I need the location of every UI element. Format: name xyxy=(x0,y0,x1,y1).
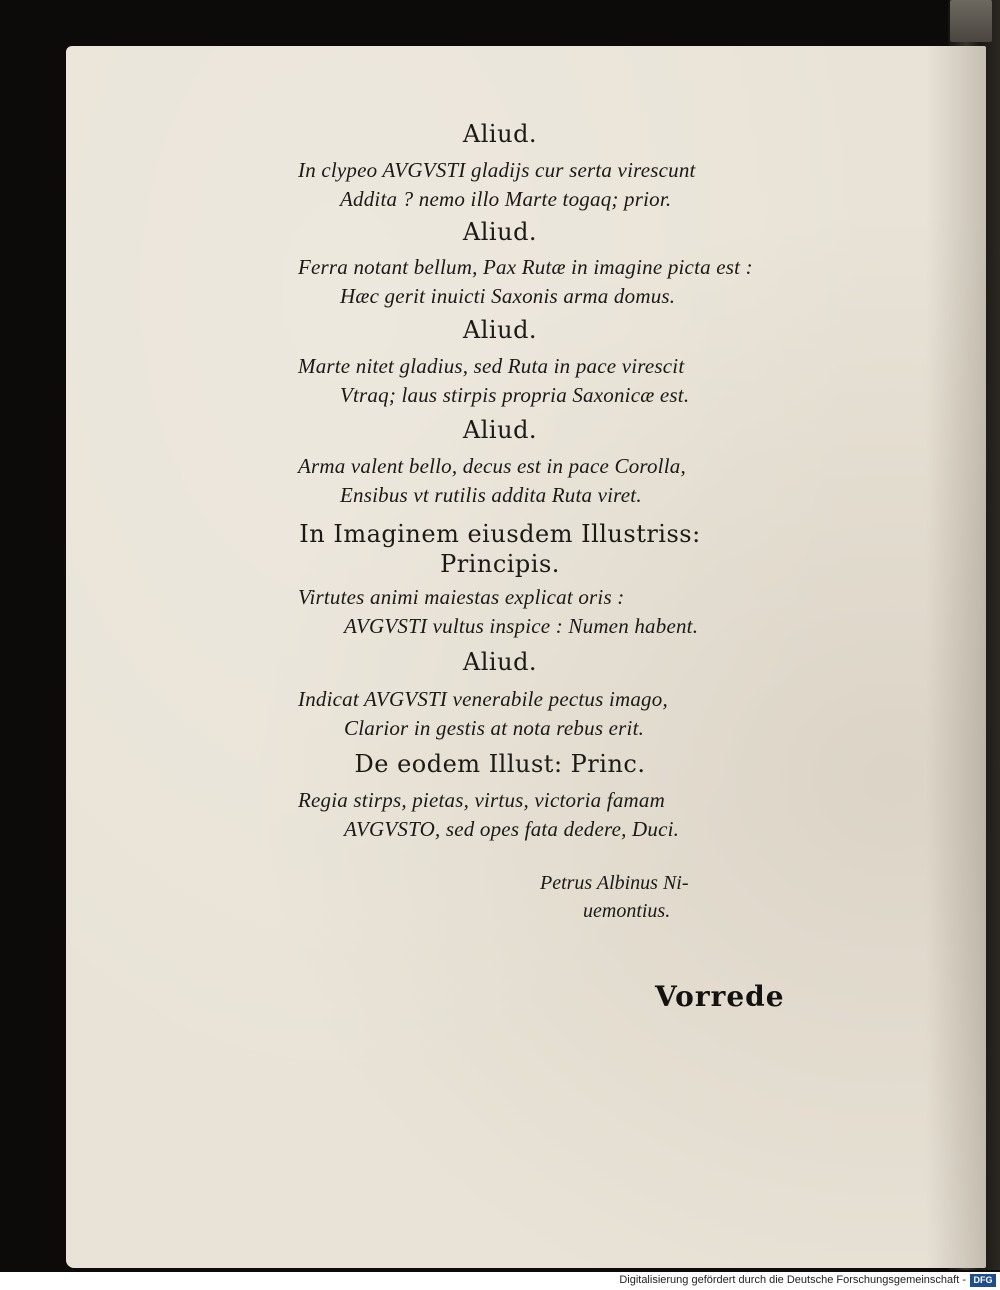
footer-credit: Digitalisierung gefördert durch die Deutsche Forschungsgemeinschaft - xyxy=(619,1274,966,1286)
heading-principis: Principis. xyxy=(440,550,560,578)
catchword: Vorrede xyxy=(655,980,785,1013)
verse-line: Indicat AVGVSTI venerabile pectus imago, xyxy=(298,687,668,711)
heading-aliud-1: Aliud. xyxy=(462,120,538,148)
verse-line: Ensibus vt rutilis addita Ruta viret. xyxy=(340,483,642,507)
heading-aliud-4: Aliud. xyxy=(462,416,538,444)
verse-line: Addita ? nemo illo Marte togaq; prior. xyxy=(340,187,672,211)
heading-aliud-3: Aliud. xyxy=(462,316,538,344)
verse-line: In clypeo AVGVSTI gladijs cur serta virescunt xyxy=(298,158,696,182)
verse-line: Regia stirps, pietas, virtus, victoria famam xyxy=(298,788,665,812)
verse-line: AVGVSTI vultus inspice : Numen habent. xyxy=(344,614,699,638)
verse-line: Hæc gerit inuicti Saxonis arma domus. xyxy=(340,284,676,308)
signature-line-1: Petrus Albinus Ni- xyxy=(540,872,689,894)
verse-line: Arma valent bello, decus est in pace Corolla, xyxy=(298,454,686,478)
verse-line: AVGVSTO, sed opes fata dedere, Duci. xyxy=(344,817,680,841)
heading-aliud-5: Aliud. xyxy=(462,648,538,676)
verse-line: Marte nitet gladius, sed Ruta in pace virescit xyxy=(298,354,685,378)
verse-line: Ferra notant bellum, Pax Rutæ in imagine picta est : xyxy=(298,255,753,279)
footer-bar xyxy=(0,1272,1000,1290)
verse-line: Clarior in gestis at nota rebus erit. xyxy=(344,716,645,740)
verse-line: Vtraq; laus stirpis propria Saxonicæ est. xyxy=(340,383,690,407)
heading-de-eodem: De eodem Illust: Princ. xyxy=(354,750,646,778)
heading-in-imaginem: In Imaginem eiusdem Illustriss: xyxy=(299,520,701,548)
verse-line: Virtutes animi maiestas explicat oris : xyxy=(298,585,625,609)
book-edge-top xyxy=(950,0,992,42)
heading-aliud-2: Aliud. xyxy=(462,218,538,246)
signature-line-2: uemontius. xyxy=(583,900,671,922)
dfg-logo-icon: DFG xyxy=(970,1274,996,1287)
